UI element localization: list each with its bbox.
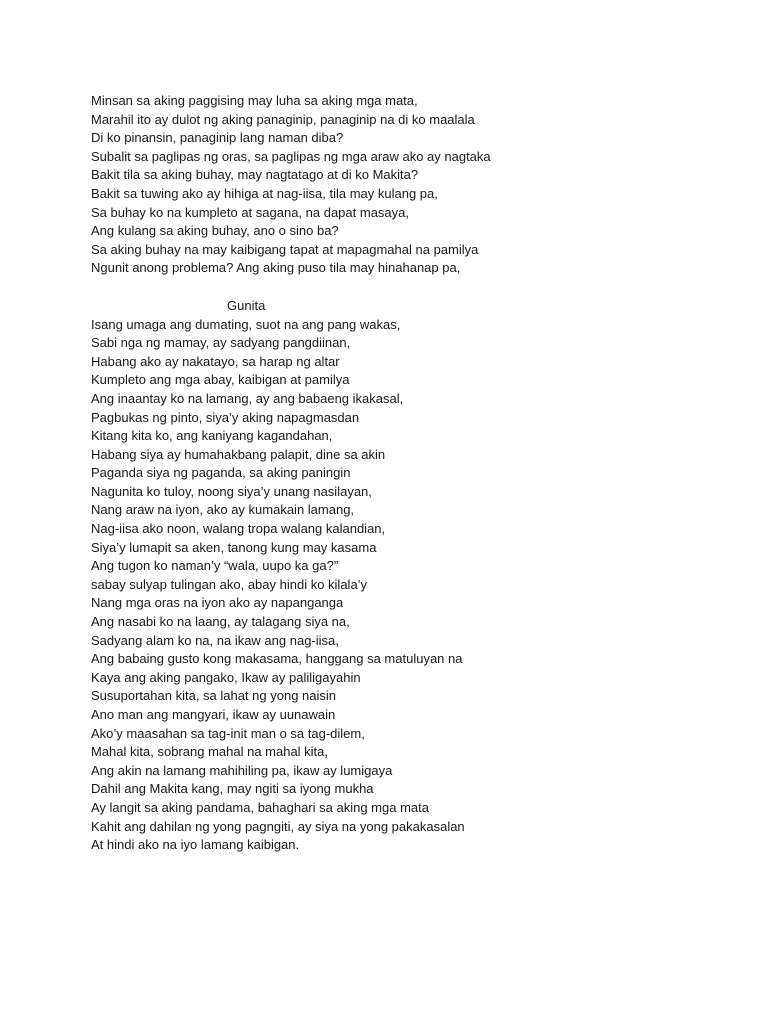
poem-line: Dahil ang Makita kang, may ngiti sa iyong mukha bbox=[91, 781, 374, 797]
poem-line: Habang ako ay nakatayo, sa harap ng altar bbox=[91, 353, 340, 369]
intro-stanza bbox=[91, 92, 731, 278]
text-line: Minsan sa aking paggising may luha sa aking mga mata, bbox=[91, 93, 418, 108]
poem-line: At hindi ako na iyo lamang kaibigan. bbox=[91, 837, 300, 853]
poem-line: Paganda siya ng paganda, sa aking paningin bbox=[91, 465, 351, 481]
poem-line: sabay sulyap tulingan ako, abay hindi ko kilala’y bbox=[91, 576, 368, 592]
text-line: Bakit sa tuwing ako ay hihiga at nag-iisa, tila may kulang pa, bbox=[91, 185, 438, 201]
poem-line: Ang akin na lamang mahihiling pa, ikaw ay lumigaya bbox=[91, 762, 393, 778]
poem-line: Ang inaantay ko na lamang, ay ang babaeng ikakasal, bbox=[91, 390, 404, 406]
text-line: Ngunit anong problema? Ang aking puso tila may hinahanap pa, bbox=[91, 260, 461, 276]
poem-line: Isang umaga ang dumating, suot na ang pang wakas, bbox=[91, 316, 401, 332]
document-page bbox=[91, 92, 731, 855]
poem-line: Kahit ang dahilan ng yong pagngiti, ay siya na yong pakakasalan bbox=[91, 818, 465, 834]
poem-line: Habang siya ay humahakbang palapit, dine sa akin bbox=[91, 446, 386, 462]
poem-line: Nang araw na iyon, ako ay kumakain lamang, bbox=[91, 502, 355, 518]
text-line: Subalit sa paglipas ng oras, sa paglipas ng mga araw ako ay nagtaka bbox=[91, 148, 491, 164]
poem-line: Ang nasabi ko na laang, ay talagang siya na, bbox=[91, 614, 350, 630]
text-line: Sa buhay ko na kumpleto at sagana, na dapat masaya, bbox=[91, 204, 409, 220]
poem-line: Kumpleto ang mga abay, kaibigan at pamilya bbox=[91, 372, 350, 388]
poem-body bbox=[91, 316, 731, 855]
text-line: Ang kulang sa aking buhay, ano o sino ba? bbox=[91, 223, 339, 239]
poem-line: Kitang kita ko, ang kaniyang kagandahan, bbox=[91, 428, 333, 444]
poem-line: Siya’y lumapit sa aken, tanong kung may kasama bbox=[91, 539, 377, 555]
poem-line: Nang mga oras na iyon ako ay napanganga bbox=[91, 595, 344, 611]
poem-line: Ano man ang mangyari, ikaw ay uunawain bbox=[91, 707, 336, 722]
poem-line: Nagunita ko tuloy, noong siya’y unang nasilayan, bbox=[91, 483, 372, 499]
poem-line: Nag-iisa ako noon, walang tropa walang kalandian, bbox=[91, 521, 386, 537]
poem-line: Ang babaing gusto kong makasama, hanggang sa matuluyan na bbox=[91, 651, 463, 667]
poem-title: Gunita bbox=[227, 297, 266, 313]
poem-line: Ang tugon ko naman’y “wala, uupo ka ga?” bbox=[91, 558, 339, 574]
text-line: Di ko pinansin, panaginip lang naman diba? bbox=[91, 130, 344, 146]
poem-line: Kaya ang aking pangako, Ikaw ay paliligayahin bbox=[91, 669, 361, 685]
poem-line: Susuportahan kita, sa lahat ng yong naisin bbox=[91, 688, 337, 704]
text-line: Sa aking buhay na may kaibigang tapat at mapagmahal na pamilya bbox=[91, 241, 479, 257]
poem-line: Sadyang alam ko na, na ikaw ang nag-iisa, bbox=[91, 632, 339, 648]
poem-line: Sabi nga ng mamay, ay sadyang pangdiinan, bbox=[91, 335, 351, 351]
stanza-gap bbox=[91, 278, 731, 297]
poem-line: Ako’y maasahan sa tag-init man o sa tag-dilem, bbox=[91, 725, 365, 741]
poem-line: Pagbukas ng pinto, siya’y aking napagmasdan bbox=[91, 409, 360, 425]
poem-line: Mahal kita, sobrang mahal na mahal kita, bbox=[91, 744, 329, 760]
text-line: Marahil ito ay dulot ng aking panaginip, panaginip na di ko maalala bbox=[91, 111, 475, 127]
text-line: Bakit tila sa aking buhay, may nagtatago at di ko Makita? bbox=[91, 167, 419, 183]
poem-line: Ay langit sa aking pandama, bahaghari sa aking mga mata bbox=[91, 799, 429, 815]
